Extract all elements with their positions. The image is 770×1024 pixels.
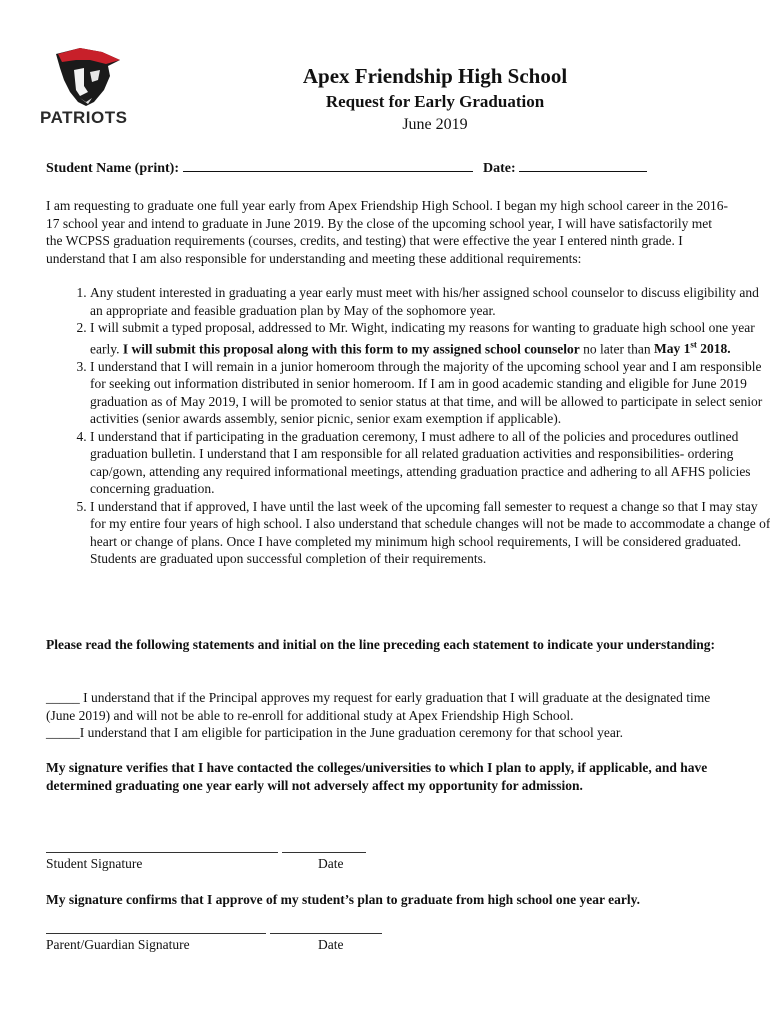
student-signature-line[interactable] xyxy=(46,852,278,853)
ack-2 xyxy=(46,724,730,742)
instructions: Please read the following statements and initial on the line preceding each statement to indicate your understanding: xyxy=(46,637,715,652)
ack-1-text: I understand that if the Principal approves my request for early graduation that I will graduate at the designated time (June 2019) and will not be able to re-enroll for additional study at Apex Friendship High School. xyxy=(46,690,711,723)
student-signature-label: Student Signature xyxy=(46,856,143,871)
form-date: June 2019 xyxy=(402,116,468,133)
patriot-head-icon xyxy=(50,46,124,108)
ack-1 xyxy=(46,689,730,724)
req2-bold: I will submit this proposal along with this form to my assigned school counselor xyxy=(122,341,580,356)
list-item: 5. I understand that if approved, I have until the last week of the upcoming fall semester to request a change so that I may stay for my entire four years of high school. I also understand that schedule changes will not be made to accommodate a change of heart or change of plans. Once I have completed my minimum high school requirements, I will be considered graduated. Students are graduated upon successful completion of their requirements. xyxy=(90,498,770,568)
parent-signature-label: Parent/Guardian Signature xyxy=(46,937,190,952)
req2-sup: st xyxy=(690,339,697,350)
initial-line-1[interactable]: _____ xyxy=(46,690,80,705)
student-name-row xyxy=(46,160,730,178)
req2-text: I will submit a typed proposal, addressed to Mr. Wight, indicating my reasons for wanting to graduate high school one year early. xyxy=(90,320,755,356)
list-item: 3. I understand that I will remain in a junior homeroom through the majority of the upcoming school year and I am responsible for seeking out information distributed in senior homeroom. If I am in good academic standing and eligible for June 2019 graduation as of May 2019, I will be promoted to senior status at that time, and will be allowed to participate in select senior activities (senior awards assembly, senior picnic, senior exam exemption if applicable). xyxy=(90,358,770,428)
parent-confirm-statement: My signature confirms that I approve of my student’s plan to graduate from high school one year early. xyxy=(46,892,640,907)
form-title: Request for Early Graduation xyxy=(325,92,545,111)
parent-date-label: Date xyxy=(318,937,344,952)
acknowledgements xyxy=(46,689,730,742)
student-date-line[interactable] xyxy=(282,852,366,853)
req2-date xyxy=(654,341,731,356)
list-item xyxy=(90,319,770,358)
school-logo xyxy=(40,46,136,136)
requirements-list xyxy=(46,284,770,568)
req2-text-b: no later than xyxy=(579,341,655,356)
list-item: 4. I understand that if participating in the graduation ceremony, I must adhere to all of the policies and procedures outlined graduation bulletin. I understand that I am responsible for all related graduation activities and responsibilities- ordering cap/gown, attending any required informational meetings, attending graduation practice and adhering to all AFHS policies concerning graduation. xyxy=(90,428,770,498)
initial-line-2[interactable]: _____ xyxy=(46,725,80,740)
parent-date-line[interactable] xyxy=(270,933,382,934)
list-item: 1. Any student interested in graduating a year early must meet with his/her assigned school counselor to discuss eligibility and an appropriate and feasible graduation plan by May of the sophomore year. xyxy=(90,284,770,319)
date-label: Date: xyxy=(483,161,516,176)
ack-2-text: I understand that I am eligible for participation in the June graduation ceremony for that school year. xyxy=(79,725,623,740)
verify-statement: My signature verifies that I have contacted the colleges/universities to which I plan to apply, if applicable, and have determined graduating one year early will not adversely affect my opportunity for admission. xyxy=(46,760,708,793)
student-date-label: Date xyxy=(318,856,344,871)
school-name: Apex Friendship High School xyxy=(302,64,568,88)
req2-year: 2018. xyxy=(696,341,731,356)
logo-text: PATRIOTS xyxy=(40,108,128,127)
student-name-label: Student Name (print): xyxy=(46,161,179,176)
parent-signature-line[interactable] xyxy=(46,933,266,934)
req2-date-text: May 1 xyxy=(654,341,691,356)
student-name-field[interactable] xyxy=(183,161,473,172)
date-field[interactable] xyxy=(519,161,647,172)
intro-paragraph: I am requesting to graduate one full year early from Apex Friendship High School. I began my high school career in the 2016-17 school year and intend to graduate in June 2019. By the close of the upcoming school year, I will have satisfactorily met the WCPSS graduation requirements (courses, credits, and testing) that were effective the year I entered ninth grade. I understand that I am also responsible for understanding and meeting these additional requirements: xyxy=(46,198,728,266)
